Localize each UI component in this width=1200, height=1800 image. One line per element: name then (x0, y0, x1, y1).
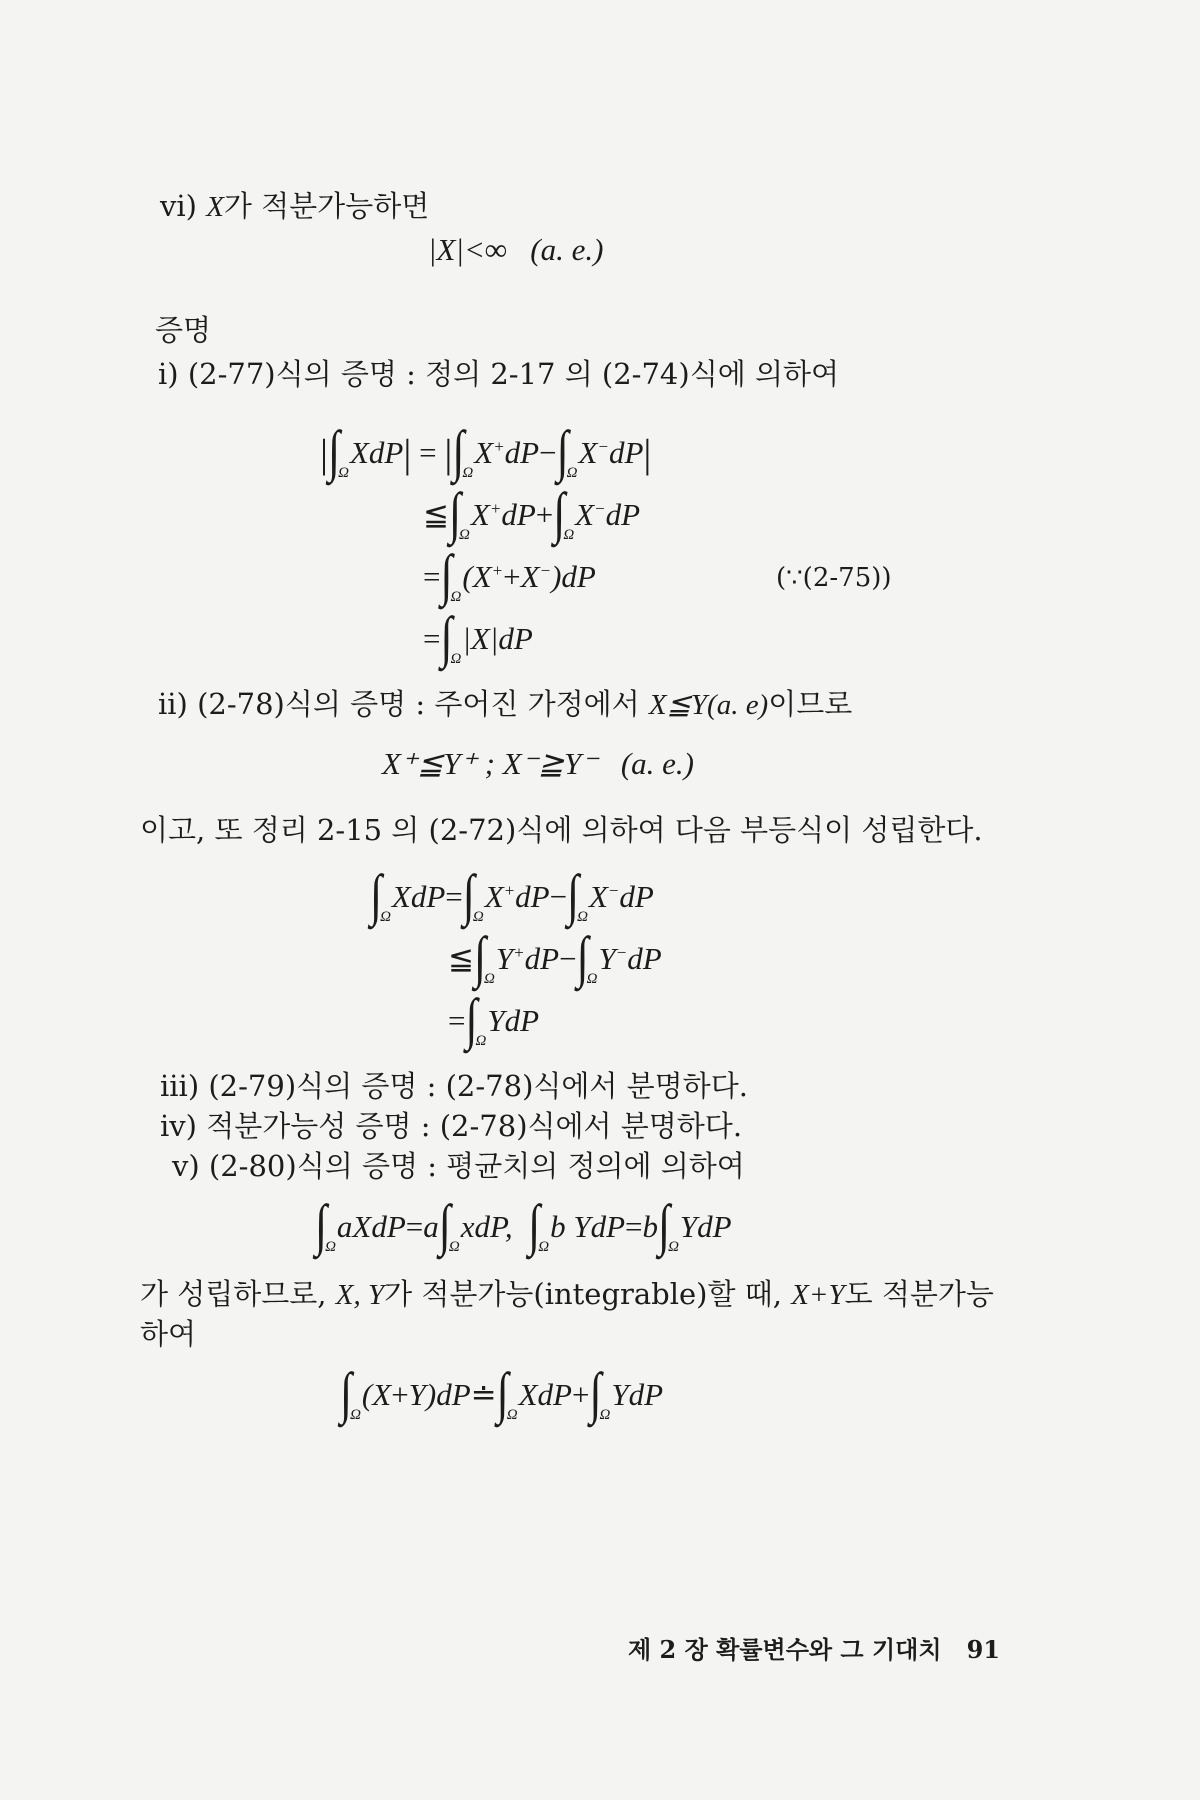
ae-condition: (a. e.) (530, 232, 604, 267)
item-iii-text: (2-79)식의 증명 : (2-78)식에서 분명하다. (208, 1069, 748, 1103)
eq-ii-line-1: $\int_\Omega XdP=\int_\Omega X^+dP-\int_\Omega X^-dP$ (370, 863, 654, 928)
item-i (158, 356, 839, 392)
para-2-e: 도 적분가능 (844, 1277, 994, 1311)
item-ii-math: X≦Y(a. e) (648, 689, 769, 721)
item-ii-text-a: (2-78)식의 증명 : 주어진 가정에서 (197, 687, 640, 721)
item-iii (160, 1068, 748, 1104)
item-v-label: v) (172, 1149, 200, 1183)
item-vi (160, 188, 429, 225)
item-v-text: (2-80)식의 증명 : 평균치의 정의에 의하여 (208, 1149, 745, 1183)
paragraph-2-line-2: 하여 (140, 1317, 197, 1351)
formula-abs-finite-body: |X|<∞ (428, 232, 507, 267)
eq-v-linearity: $\int_\Omega aXdP=a\int_\Omega xdP$, $\int_\Omega b$ $YdP=b\int_\Omega YdP$ (315, 1193, 732, 1258)
eq-i-line-3: $=\int_\Omega(X^++X^-)dP$ (423, 543, 596, 608)
formula-pos-neg-body: X⁺≦Y⁺ ; X⁻≧Y⁻ (382, 746, 598, 781)
eq-i-line-4: $=\int_\Omega|X|dP$ (423, 605, 533, 670)
eq-i-note: (∵(2-75)) (776, 563, 892, 593)
item-i-label: i) (158, 357, 179, 391)
item-ii-label: ii) (158, 687, 188, 721)
item-vi-label: vi) (160, 189, 197, 223)
item-vi-text: 가 적분가능하면 (223, 189, 430, 223)
eq-ii-line-2: $≦\int_\Omega Y^+dP-\int_\Omega Y^-dP$ (448, 925, 662, 990)
proof-heading: 증명 (155, 313, 212, 347)
paragraph-1: 이고, 또 정리 2-15 의 (2-72)식에 의하여 다음 부등식이 성립한다. (140, 813, 983, 847)
page-footer (628, 1630, 1000, 1665)
item-iii-label: iii) (160, 1069, 200, 1103)
footer-chapter: 제 2 장 확률변수와 그 기대치 (628, 1635, 942, 1664)
para-2-x-plus-y: X+Y (791, 1279, 845, 1311)
item-iv-label: iv) (160, 1109, 197, 1143)
para-2-xy: X, Y (335, 1279, 385, 1311)
item-v (172, 1148, 745, 1184)
formula-pos-neg-parts (382, 744, 694, 784)
item-vi-var: X (206, 191, 224, 223)
item-ii-text-b: 이므로 (768, 687, 853, 721)
formula-abs-finite (428, 230, 603, 270)
item-iv (160, 1108, 742, 1144)
eq-ii-line-3: $=\int_\Omega YdP$ (448, 987, 540, 1052)
para-2-a: 가 성립하므로, (140, 1277, 327, 1311)
page-number: 91 (966, 1635, 1000, 1664)
item-ii (158, 686, 852, 723)
eq-additivity: $\int_\Omega(X+Y)dP≐\int_\Omega XdP+\int_\Omega YdP$ (340, 1361, 664, 1426)
ae-condition-2: (a. e.) (620, 746, 694, 781)
para-2-c: 가 적분가능(integrable)할 때, (384, 1277, 782, 1311)
item-iv-text: 적분가능성 증명 : (2-78)식에서 분명하다. (206, 1109, 743, 1143)
eq-i-line-1: $|\int_\Omega XdP| = |\int_\Omega X^+dP-\int_\Omega X^-dP|$ (320, 419, 652, 484)
paragraph-2-line-1 (140, 1276, 994, 1313)
item-i-text: (2-77)식의 증명 : 정의 2-17 의 (2-74)식에 의하여 (187, 357, 839, 391)
eq-i-line-2: $≦\int_\Omega X^+dP+\int_\Omega X^-dP$ (423, 481, 641, 546)
